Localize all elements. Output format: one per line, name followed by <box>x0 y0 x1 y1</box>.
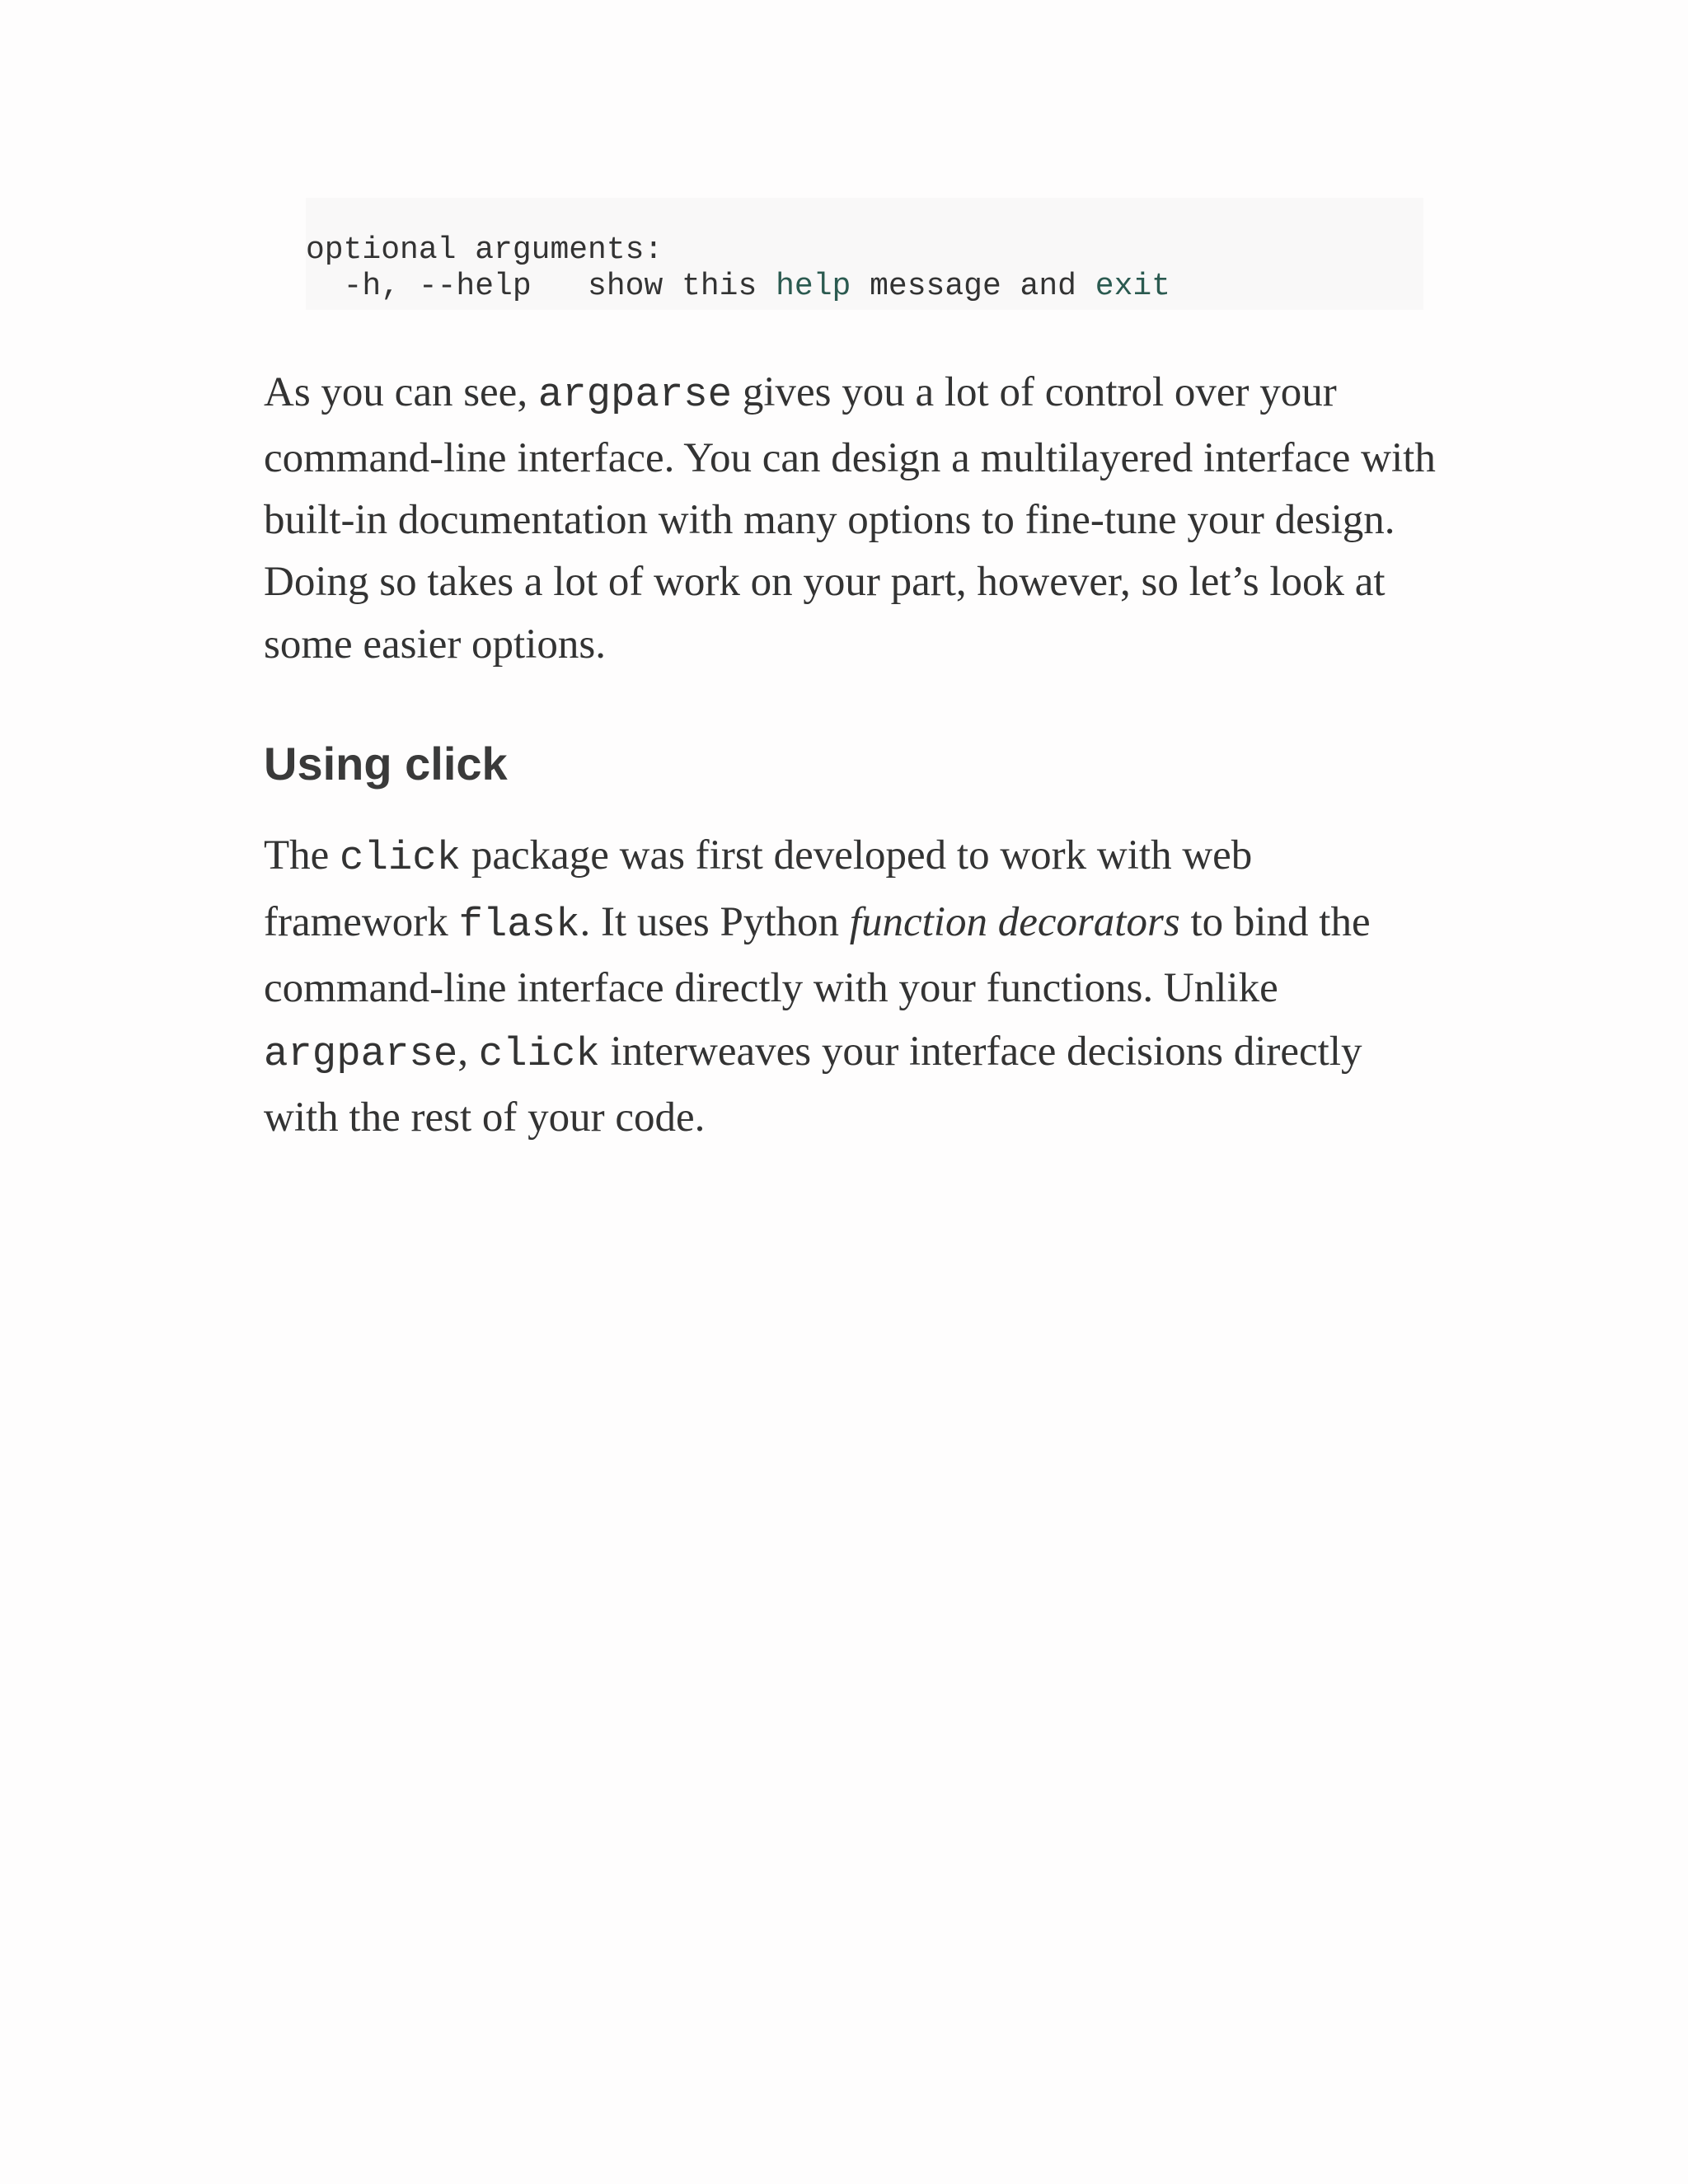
text-line <box>264 495 1395 545</box>
inline-code: click <box>478 1031 600 1077</box>
text-run: framework <box>264 899 459 945</box>
text-run: some easier options. <box>264 621 606 668</box>
inline-code: click <box>340 835 462 881</box>
text-run: to bind the <box>1179 899 1371 945</box>
code-text: message and <box>851 269 1095 304</box>
text-line <box>264 963 1278 1013</box>
text-run: interweaves your interface decisions directly <box>599 1029 1362 1075</box>
text-run: . It uses Python <box>579 899 850 945</box>
code-text: optional arguments: <box>306 232 663 268</box>
text-line <box>264 1093 705 1142</box>
text-run: package was first developed to work with web <box>461 832 1253 879</box>
code-text: -h, --help show this <box>306 269 776 304</box>
text-run: , <box>457 1029 479 1075</box>
emphasis-text: function decorators <box>849 899 1180 945</box>
code-line-1 <box>306 232 663 269</box>
text-run: built-in documentation with many options to fine-tune your design. <box>264 497 1395 543</box>
text-line <box>264 557 1386 607</box>
text-line <box>264 1027 1362 1079</box>
text-line <box>264 620 606 669</box>
text-line <box>264 434 1436 483</box>
text-run: command-line interface directly with your functions. Unlike <box>264 965 1278 1011</box>
text-run: The <box>264 832 340 879</box>
text-run: with the rest of your code. <box>264 1094 706 1141</box>
text-line <box>264 898 1371 949</box>
code-keyword: exit <box>1095 269 1170 304</box>
inline-code: argparse <box>537 372 733 418</box>
text-run: command-line interface. You can design a multilayered interface with <box>264 435 1436 481</box>
code-block <box>306 198 1423 310</box>
text-line <box>264 831 1252 883</box>
code-keyword: help <box>776 269 851 304</box>
section-heading: Using click <box>264 738 508 790</box>
text-line <box>264 368 1337 419</box>
inline-code: flask <box>458 902 580 948</box>
text-run: gives you a lot of control over your <box>732 369 1337 415</box>
inline-code: argparse <box>264 1031 458 1077</box>
text-run: Doing so takes a lot of work on your part, however, so let’s look at <box>264 559 1386 605</box>
text-run: As you can see, <box>264 369 538 415</box>
code-line-2 <box>306 269 1170 305</box>
